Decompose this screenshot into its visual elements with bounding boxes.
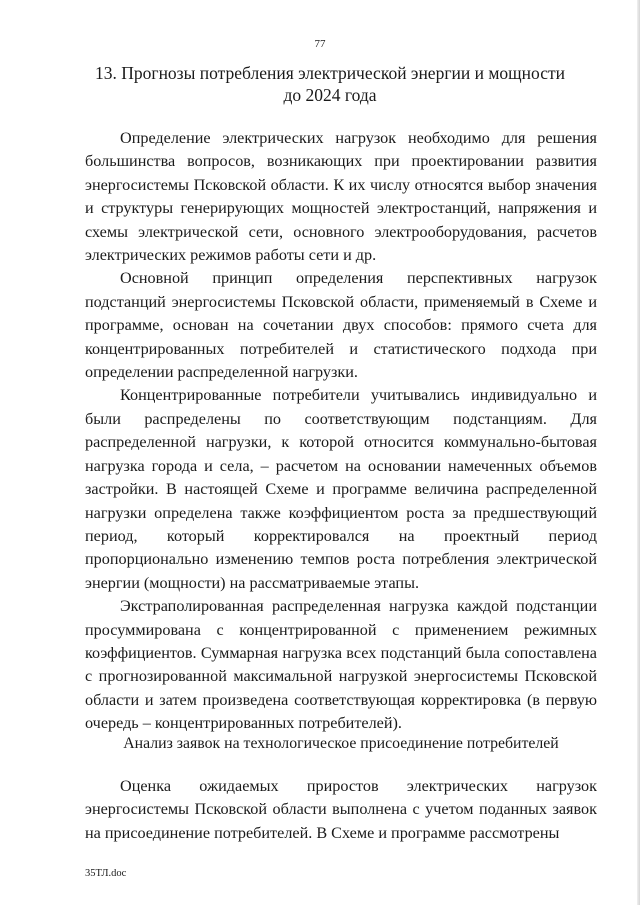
paragraph: Оценка ожидаемых приростов электрических нагрузок энергосистемы Псковской области выполнена с учетом поданных заявок на присоединение потребителей. В Схеме и программе рассмотрены [85, 777, 597, 842]
page-number: 77 [314, 38, 326, 50]
section-title-line-1: 13. Прогнозы потребления электрической энергии и мощности [95, 63, 565, 83]
paragraph: Концентрированные потребители учитывались индивидуально и были распределены по соответствующим подстанциям. Для распределенной нагрузки, к которой относится коммунально-бытовая нагрузка города и села, – расчетом на основании намеченных объемов застройки. В настоящей Схеме и программе величина распределенной нагрузки определена также коэффициентом роста за предшествующий период, который корректировался на проектный период пропорционально изменению темпов роста потребления электрической энергии (мощности) на рассматриваемые этапы. [85, 386, 597, 592]
paragraph: Экстраполированная распределенная нагрузка каждой подстанции просуммирована с концентрированной с применением режимных коэффициентов. Суммарная нагрузка всех подстанций была сопоставлена с прогнозированной максимальной нагрузкой энергосистемы Псковской области и затем произведена соответствующая корректировка (в первую очередь – концентрированных потребителей). [85, 597, 597, 733]
section-title-line-2: до 2024 года [283, 85, 377, 105]
body-text [85, 127, 597, 736]
section-title [60, 62, 600, 106]
paragraph: Основной принцип определения перспективных нагрузок подстанций энергосистемы Псковской области, применяемый в Схеме и программе, основан на сочетании двух способов: прямого счета для концентрированных потребителей и статистического подхода при определении распределенной нагрузки. [85, 269, 597, 382]
paragraph: Определение электрических нагрузок необходимо для решения большинства вопросов, возникающих при проектировании развития энергосистемы Псковской области. К их числу относятся выбор значения и структуры генерирующих мощностей электростанций, напряжения и схемы электрической сети, основного электрооборудования, расчетов электрических режимов работы сети и др. [85, 129, 597, 265]
footer-filename: 35ТЛ.doc [85, 868, 127, 879]
subheading: Анализ заявок на технологическое присоединение потребителей [123, 735, 559, 752]
body-text-continued [85, 775, 597, 845]
